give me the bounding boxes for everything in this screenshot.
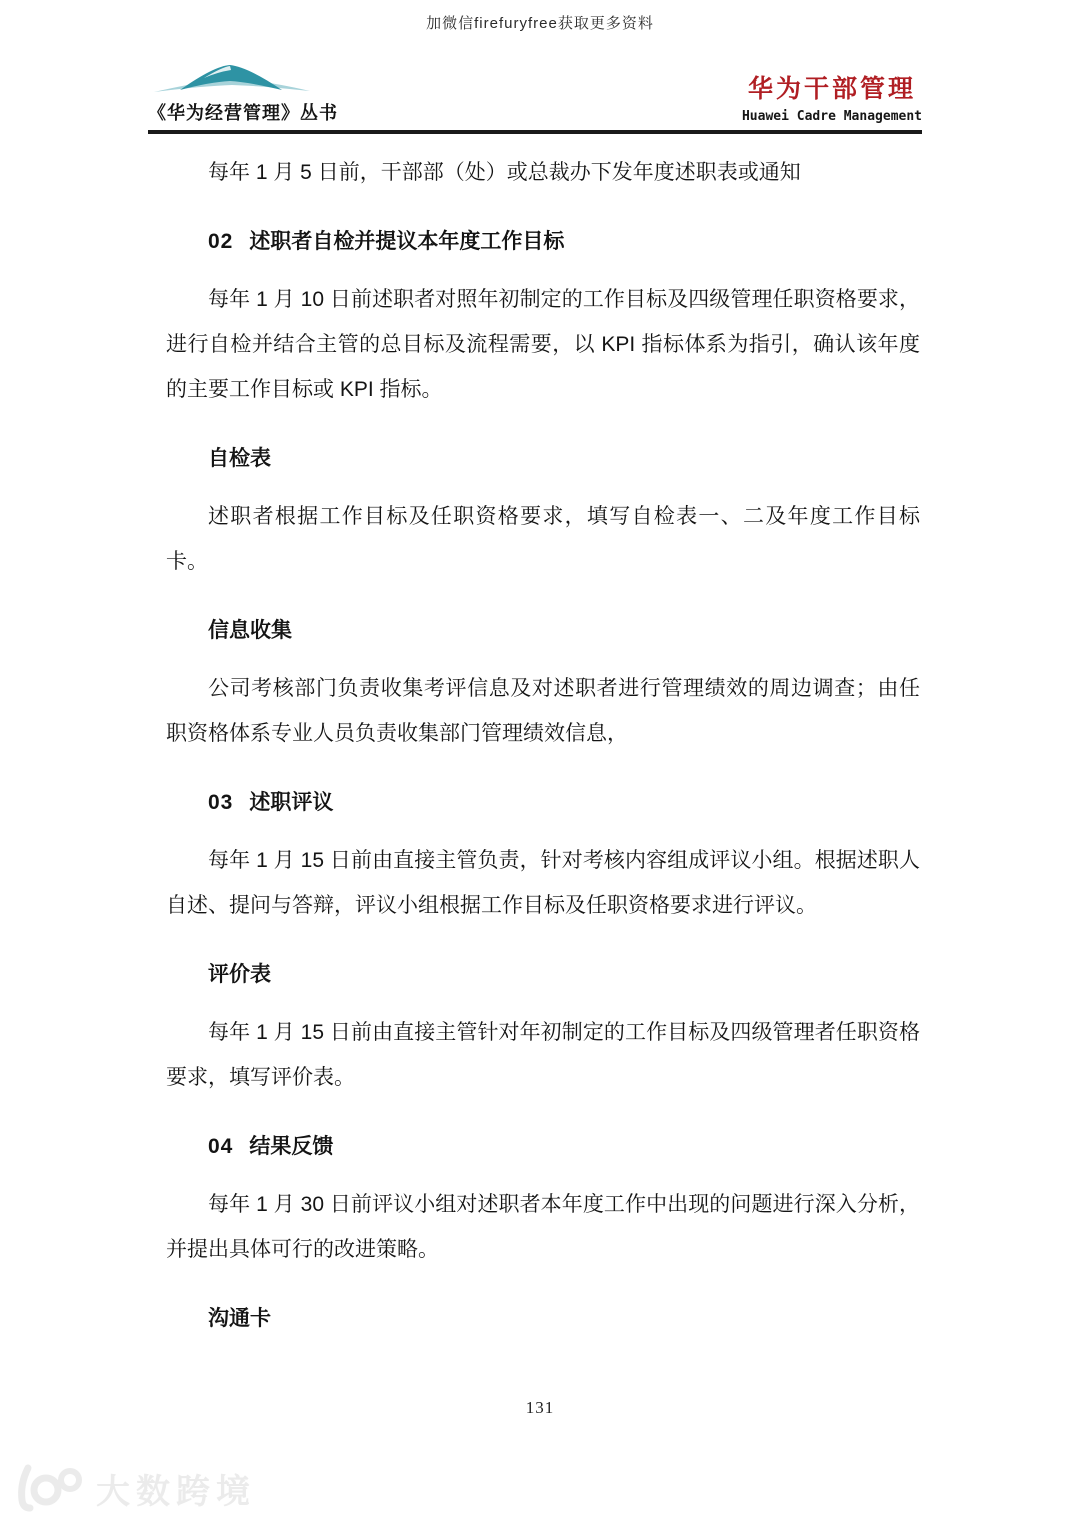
- body-paragraph: 每年 1 月 15 日前由直接主管负责，针对考核内容组成评议小组。根据述职人自述、提问与答辩，评议小组根据工作目标及任职资格要求进行评议。: [166, 849, 920, 917]
- section-title: 述职评议: [249, 791, 334, 814]
- subsection-heading: 信息收集: [208, 619, 292, 642]
- section-number: 03: [208, 791, 234, 814]
- subsection-heading: 自检表: [208, 447, 271, 470]
- section-number: 02: [208, 230, 234, 253]
- book-title-en: Huawei Cadre Management: [741, 109, 922, 124]
- brand-logo-icon: [14, 1462, 86, 1514]
- body-paragraph: 公司考核部门负责收集考评信息及对述职者进行管理绩效的周边调查；由任职资格体系专业人员负责收集部门管理绩效信息，: [166, 677, 920, 745]
- section-heading: [166, 229, 920, 255]
- section-heading: [166, 1134, 920, 1160]
- body-paragraph: 每年 1 月 10 日前述职者对照年初制定的工作目标及四级管理任职资格要求，进行自检并结合主管的总目标及流程需要，以 KPI 指标体系为指引，确认该年度的主要工作目标或 KPI 指标。: [166, 288, 920, 401]
- body-paragraph: 每年 1 月 5 日前，干部部（处）或总裁办下发年度述职表或通知: [208, 161, 801, 184]
- top-watermark-text: 加微信firefuryfree获取更多资料: [426, 15, 654, 32]
- subsection-heading: 沟通卡: [208, 1307, 271, 1330]
- page-header: [148, 58, 922, 134]
- section-title: 述职者自检并提议本年度工作目标: [249, 230, 565, 253]
- body-paragraph: 述职者根据工作目标及任职资格要求，填写自检表一、二及年度工作目标卡。: [166, 505, 920, 573]
- series-title: 《华为经营管理》丛书: [148, 103, 338, 123]
- page-number: 131: [525, 1398, 555, 1417]
- publisher-mountain-logo-icon: [152, 58, 312, 98]
- body-paragraph: 每年 1 月 15 日前由直接主管针对年初制定的工作目标及四级管理者任职资格要求，填写评价表。: [166, 1021, 920, 1089]
- section-heading: [166, 790, 920, 816]
- header-right: [742, 69, 922, 125]
- section-title: 结果反馈: [249, 1135, 334, 1158]
- brand-name: 大数跨境: [96, 1472, 256, 1511]
- book-title-cn: 华为干部管理: [747, 75, 916, 103]
- section-number: 04: [208, 1135, 234, 1158]
- header-left: [148, 58, 338, 125]
- bottom-watermark: [14, 1462, 256, 1514]
- body-paragraph: 每年 1 月 30 日前评议小组对述职者本年度工作中出现的问题进行深入分析，并提出具体可行的改进策略。: [166, 1193, 920, 1261]
- subsection-heading: 评价表: [208, 963, 271, 986]
- content-sections: [166, 128, 920, 1354]
